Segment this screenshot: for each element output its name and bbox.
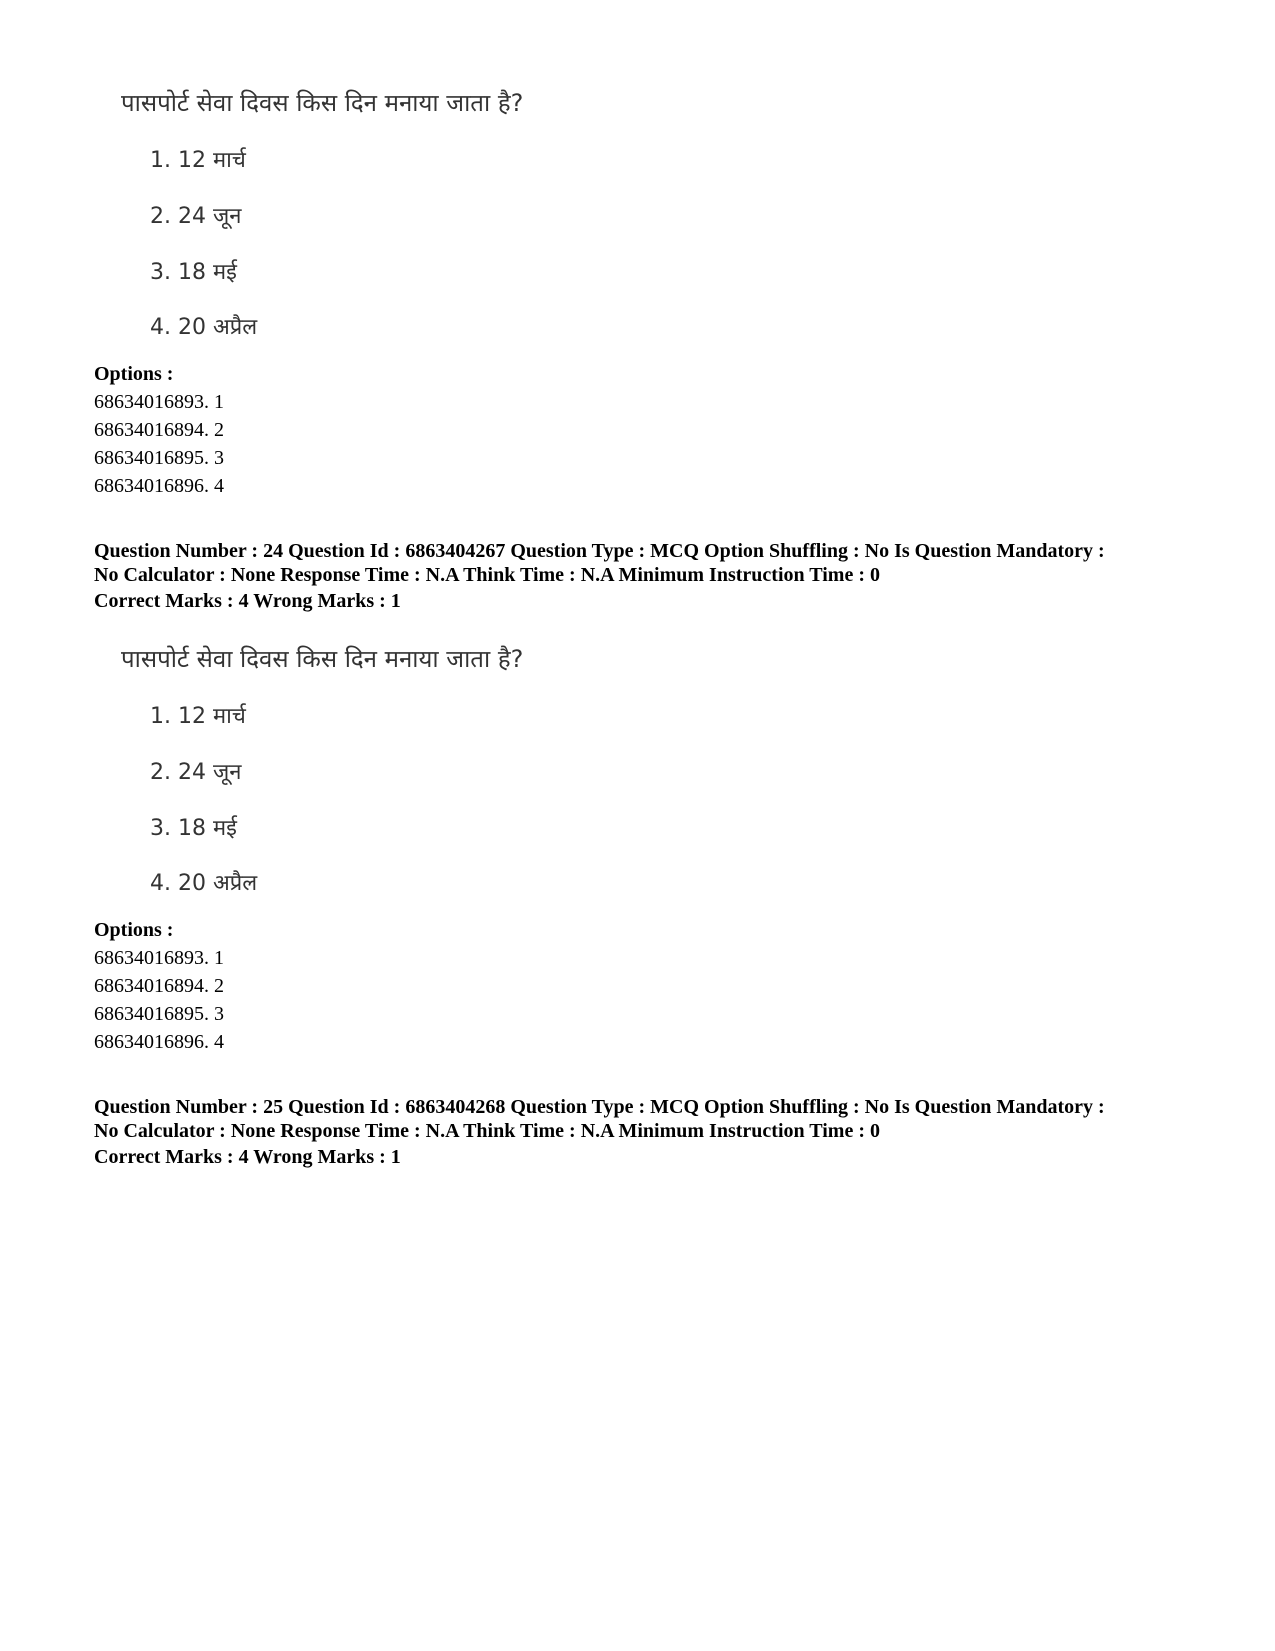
- option-id-line: 68634016893. 1: [94, 391, 224, 413]
- options-heading: Options :: [94, 919, 174, 941]
- option-id-line: 68634016896. 4: [94, 1031, 224, 1053]
- option-id-line: 68634016896. 4: [94, 475, 224, 497]
- option-id-line: 68634016894. 2: [94, 419, 224, 441]
- question-meta-line: No Calculator : None Response Time : N.A Think Time : N.A Minimum Instruction Time : 0: [94, 1120, 880, 1142]
- option-id-line: 68634016895. 3: [94, 1003, 224, 1025]
- question-meta-line: Question Number : 25 Question Id : 6863404268 Question Type : MCQ Option Shuffling : No Is Question Mandatory :: [94, 1096, 1105, 1118]
- question-choice: 4. 20 अप्रैल: [150, 871, 258, 896]
- question-meta: [94, 539, 1214, 587]
- question-meta-line: No Calculator : None Response Time : N.A Think Time : N.A Minimum Instruction Time : 0: [94, 564, 880, 586]
- question-choice: 3. 18 मई: [150, 816, 237, 841]
- question-meta: [94, 1095, 1214, 1143]
- question-choice: 2. 24 जून: [150, 760, 242, 785]
- option-id-line: 68634016895. 3: [94, 447, 224, 469]
- option-id-line: 68634016894. 2: [94, 975, 224, 997]
- question-choice: 3. 18 मई: [150, 260, 237, 285]
- options-heading: Options :: [94, 363, 174, 385]
- question-meta-line: Question Number : 24 Question Id : 6863404267 Question Type : MCQ Option Shuffling : No Is Question Mandatory :: [94, 540, 1105, 562]
- marks-info: Correct Marks : 4 Wrong Marks : 1: [94, 1146, 401, 1168]
- question-choice: 2. 24 जून: [150, 204, 242, 229]
- question-choice: 4. 20 अप्रैल: [150, 315, 258, 340]
- option-id-line: 68634016893. 1: [94, 947, 224, 969]
- question-choice: 1. 12 मार्च: [150, 704, 246, 729]
- marks-info: Correct Marks : 4 Wrong Marks : 1: [94, 590, 401, 612]
- question-choice: 1. 12 मार्च: [150, 148, 246, 173]
- question-text: पासपोर्ट सेवा दिवस किस दिन मनाया जाता है?: [121, 645, 524, 673]
- question-text: पासपोर्ट सेवा दिवस किस दिन मनाया जाता है?: [121, 89, 524, 117]
